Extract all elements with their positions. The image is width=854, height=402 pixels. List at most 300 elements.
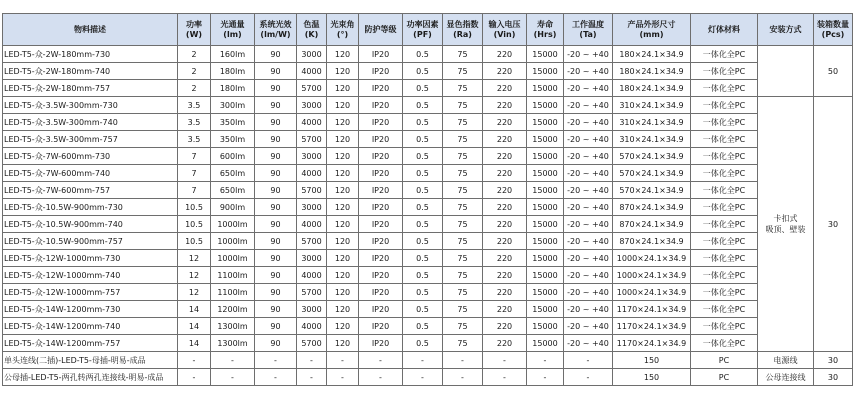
cell-flux: 1200lm bbox=[211, 301, 255, 318]
cell-temp: -20 ~ +40 bbox=[564, 131, 613, 148]
cell-ra: 75 bbox=[443, 216, 483, 233]
table-row bbox=[3, 80, 853, 97]
cell-material: 一体化全PC bbox=[691, 46, 758, 63]
cell-power: 10.5 bbox=[178, 233, 211, 250]
cell-size: 310×24.1×34.9 bbox=[613, 114, 691, 131]
cell-temp: -20 ~ +40 bbox=[564, 301, 613, 318]
cell-vin: 220 bbox=[483, 131, 527, 148]
cell-name: LED-T5-众-12W-1000mm-730 bbox=[3, 250, 178, 267]
cell-pf: 0.5 bbox=[403, 250, 443, 267]
cell-material: 一体化全PC bbox=[691, 301, 758, 318]
cell-angle: 120 bbox=[327, 63, 359, 80]
cell-vin: 220 bbox=[483, 63, 527, 80]
cell-size: 310×24.1×34.9 bbox=[613, 97, 691, 114]
cell-life: 15000 bbox=[527, 97, 564, 114]
cell-efficacy: 90 bbox=[255, 250, 297, 267]
cell-vin: 220 bbox=[483, 216, 527, 233]
cell-pf: 0.5 bbox=[403, 148, 443, 165]
header-temp: 工作温度 (Ta) bbox=[564, 14, 613, 46]
cell-efficacy: 90 bbox=[255, 301, 297, 318]
cell-name: LED-T5-众-3.5W-300mm-740 bbox=[3, 114, 178, 131]
cell-life: 15000 bbox=[527, 182, 564, 199]
cell-temp: -20 ~ +40 bbox=[564, 318, 613, 335]
cell-temp: -20 ~ +40 bbox=[564, 114, 613, 131]
cell-vin: 220 bbox=[483, 335, 527, 352]
header-angle: 光束角 (°) bbox=[327, 14, 359, 46]
cell-size: 570×24.1×34.9 bbox=[613, 148, 691, 165]
header-ra: 显色指数 (Ra) bbox=[443, 14, 483, 46]
cell-temp: -20 ~ +40 bbox=[564, 165, 613, 182]
header-life: 寿命 (Hrs) bbox=[527, 14, 564, 46]
cell-cct: 4000 bbox=[297, 63, 327, 80]
cell-ip: IP20 bbox=[359, 216, 403, 233]
header-efficacy: 系统光效 (lm/W) bbox=[255, 14, 297, 46]
cell-cct: 3000 bbox=[297, 301, 327, 318]
cell-material: 一体化全PC bbox=[691, 182, 758, 199]
cell-flux: 1000lm bbox=[211, 233, 255, 250]
cell-dash: - bbox=[359, 369, 403, 386]
cell-efficacy: 90 bbox=[255, 63, 297, 80]
cell-angle: 120 bbox=[327, 182, 359, 199]
cell-name: LED-T5-众-7W-600mm-730 bbox=[3, 148, 178, 165]
cell-name: 公母插-LED-T5-两孔转两孔连接线-明易-成品 bbox=[3, 369, 178, 386]
cell-size: 1170×24.1×34.9 bbox=[613, 335, 691, 352]
cell-ra: 75 bbox=[443, 63, 483, 80]
table-row bbox=[3, 216, 853, 233]
cell-life: 15000 bbox=[527, 301, 564, 318]
cell-install: 电源线 bbox=[758, 352, 814, 369]
cell-vin: 220 bbox=[483, 267, 527, 284]
cell-ip: IP20 bbox=[359, 165, 403, 182]
cell-dash: - bbox=[483, 352, 527, 369]
header-flux: 光通量 (lm) bbox=[211, 14, 255, 46]
cell-install-blank bbox=[758, 46, 814, 97]
cell-size: 150 bbox=[613, 352, 691, 369]
cell-pf: 0.5 bbox=[403, 131, 443, 148]
cell-ip: IP20 bbox=[359, 97, 403, 114]
cell-power: 3.5 bbox=[178, 97, 211, 114]
cell-cct: 3000 bbox=[297, 199, 327, 216]
cell-power: 10.5 bbox=[178, 199, 211, 216]
cell-angle: 120 bbox=[327, 97, 359, 114]
cell-material: PC bbox=[691, 369, 758, 386]
cell-angle: 120 bbox=[327, 148, 359, 165]
cell-life: 15000 bbox=[527, 318, 564, 335]
table-row bbox=[3, 165, 853, 182]
cell-cct: 5700 bbox=[297, 335, 327, 352]
cell-angle: 120 bbox=[327, 284, 359, 301]
cell-efficacy: 90 bbox=[255, 284, 297, 301]
table-row bbox=[3, 318, 853, 335]
cell-temp: -20 ~ +40 bbox=[564, 250, 613, 267]
cell-name: LED-T5-众-10.5W-900mm-757 bbox=[3, 233, 178, 250]
cell-ra: 75 bbox=[443, 148, 483, 165]
cell-cct: 5700 bbox=[297, 284, 327, 301]
cell-flux: 180lm bbox=[211, 63, 255, 80]
cell-size: 870×24.1×34.9 bbox=[613, 233, 691, 250]
cell-vin: 220 bbox=[483, 199, 527, 216]
cell-material: 一体化全PC bbox=[691, 63, 758, 80]
cell-pf: 0.5 bbox=[403, 165, 443, 182]
cell-dash: - bbox=[564, 369, 613, 386]
cell-life: 15000 bbox=[527, 250, 564, 267]
cell-flux: 1000lm bbox=[211, 216, 255, 233]
cell-pf: 0.5 bbox=[403, 46, 443, 63]
cell-life: 15000 bbox=[527, 80, 564, 97]
cell-power: 7 bbox=[178, 165, 211, 182]
header-cct: 色温 (K) bbox=[297, 14, 327, 46]
cell-pf: 0.5 bbox=[403, 267, 443, 284]
cell-power: 7 bbox=[178, 148, 211, 165]
cell-efficacy: 90 bbox=[255, 148, 297, 165]
cell-size: 310×24.1×34.9 bbox=[613, 131, 691, 148]
cell-dash: - bbox=[403, 369, 443, 386]
accessory-row bbox=[3, 369, 853, 386]
cell-vin: 220 bbox=[483, 148, 527, 165]
spec-table-container bbox=[2, 13, 853, 386]
cell-life: 15000 bbox=[527, 199, 564, 216]
cell-dash: - bbox=[327, 352, 359, 369]
cell-ra: 75 bbox=[443, 335, 483, 352]
header-material: 灯体材料 bbox=[691, 14, 758, 46]
cell-vin: 220 bbox=[483, 182, 527, 199]
cell-ip: IP20 bbox=[359, 182, 403, 199]
cell-efficacy: 90 bbox=[255, 182, 297, 199]
cell-angle: 120 bbox=[327, 165, 359, 182]
cell-power: 2 bbox=[178, 80, 211, 97]
table-row bbox=[3, 335, 853, 352]
cell-pf: 0.5 bbox=[403, 335, 443, 352]
cell-pf: 0.5 bbox=[403, 233, 443, 250]
cell-flux: 1000lm bbox=[211, 250, 255, 267]
cell-vin: 220 bbox=[483, 165, 527, 182]
cell-temp: -20 ~ +40 bbox=[564, 182, 613, 199]
cell-cct: 4000 bbox=[297, 165, 327, 182]
cell-dash: - bbox=[527, 352, 564, 369]
cell-pf: 0.5 bbox=[403, 114, 443, 131]
cell-ra: 75 bbox=[443, 46, 483, 63]
header-size: 产品外形尺寸 (mm) bbox=[613, 14, 691, 46]
cell-size: 870×24.1×34.9 bbox=[613, 199, 691, 216]
table-row bbox=[3, 284, 853, 301]
cell-name: LED-T5-众-12W-1000mm-757 bbox=[3, 284, 178, 301]
cell-name: LED-T5-众-7W-600mm-740 bbox=[3, 165, 178, 182]
cell-temp: -20 ~ +40 bbox=[564, 199, 613, 216]
cell-temp: -20 ~ +40 bbox=[564, 63, 613, 80]
cell-angle: 120 bbox=[327, 250, 359, 267]
cell-cct: 5700 bbox=[297, 80, 327, 97]
cell-size: 180×24.1×34.9 bbox=[613, 80, 691, 97]
cell-material: 一体化全PC bbox=[691, 250, 758, 267]
cell-material: 一体化全PC bbox=[691, 114, 758, 131]
cell-pf: 0.5 bbox=[403, 216, 443, 233]
cell-material: 一体化全PC bbox=[691, 80, 758, 97]
cell-ip: IP20 bbox=[359, 233, 403, 250]
cell-size: 1000×24.1×34.9 bbox=[613, 250, 691, 267]
cell-power: 7 bbox=[178, 182, 211, 199]
cell-dash: - bbox=[527, 369, 564, 386]
cell-efficacy: 90 bbox=[255, 114, 297, 131]
cell-vin: 220 bbox=[483, 80, 527, 97]
cell-ip: IP20 bbox=[359, 46, 403, 63]
cell-ip: IP20 bbox=[359, 335, 403, 352]
cell-temp: -20 ~ +40 bbox=[564, 46, 613, 63]
cell-dash: - bbox=[443, 352, 483, 369]
cell-angle: 120 bbox=[327, 199, 359, 216]
cell-efficacy: 90 bbox=[255, 80, 297, 97]
cell-dash: - bbox=[255, 352, 297, 369]
cell-flux: 650lm bbox=[211, 165, 255, 182]
header-row bbox=[3, 14, 853, 46]
cell-install-main: 卡扣式 吸顶、壁装 bbox=[758, 97, 814, 352]
cell-life: 15000 bbox=[527, 267, 564, 284]
cell-life: 15000 bbox=[527, 233, 564, 250]
cell-power: 14 bbox=[178, 335, 211, 352]
cell-ra: 75 bbox=[443, 267, 483, 284]
cell-temp: -20 ~ +40 bbox=[564, 335, 613, 352]
cell-ip: IP20 bbox=[359, 318, 403, 335]
table-row bbox=[3, 114, 853, 131]
cell-dash: - bbox=[359, 352, 403, 369]
table-row bbox=[3, 301, 853, 318]
cell-power: 12 bbox=[178, 267, 211, 284]
cell-angle: 120 bbox=[327, 114, 359, 131]
cell-angle: 120 bbox=[327, 216, 359, 233]
cell-pack: 30 bbox=[814, 352, 853, 369]
cell-ra: 75 bbox=[443, 182, 483, 199]
cell-material: 一体化全PC bbox=[691, 233, 758, 250]
cell-ip: IP20 bbox=[359, 250, 403, 267]
cell-efficacy: 90 bbox=[255, 165, 297, 182]
header-ip: 防护等级 bbox=[359, 14, 403, 46]
cell-material: 一体化全PC bbox=[691, 267, 758, 284]
cell-vin: 220 bbox=[483, 284, 527, 301]
header-power: 功率 (W) bbox=[178, 14, 211, 46]
cell-flux: 160lm bbox=[211, 46, 255, 63]
cell-ip: IP20 bbox=[359, 301, 403, 318]
cell-name: LED-T5-众-12W-1000mm-740 bbox=[3, 267, 178, 284]
cell-angle: 120 bbox=[327, 335, 359, 352]
table-row bbox=[3, 199, 853, 216]
cell-name: LED-T5-众-10.5W-900mm-730 bbox=[3, 199, 178, 216]
cell-flux: 180lm bbox=[211, 80, 255, 97]
cell-ra: 75 bbox=[443, 250, 483, 267]
cell-flux: 600lm bbox=[211, 148, 255, 165]
cell-flux: 1300lm bbox=[211, 335, 255, 352]
cell-ip: IP20 bbox=[359, 114, 403, 131]
cell-cct: 4000 bbox=[297, 318, 327, 335]
cell-cct: 4000 bbox=[297, 216, 327, 233]
cell-dash: - bbox=[297, 369, 327, 386]
cell-ra: 75 bbox=[443, 199, 483, 216]
cell-vin: 220 bbox=[483, 301, 527, 318]
cell-size: 1000×24.1×34.9 bbox=[613, 267, 691, 284]
cell-dash: - bbox=[443, 369, 483, 386]
cell-material: 一体化全PC bbox=[691, 97, 758, 114]
cell-temp: -20 ~ +40 bbox=[564, 80, 613, 97]
cell-ra: 75 bbox=[443, 318, 483, 335]
cell-size: 570×24.1×34.9 bbox=[613, 165, 691, 182]
cell-cct: 5700 bbox=[297, 131, 327, 148]
cell-material: 一体化全PC bbox=[691, 131, 758, 148]
cell-life: 15000 bbox=[527, 284, 564, 301]
cell-ra: 75 bbox=[443, 233, 483, 250]
cell-dash: - bbox=[211, 352, 255, 369]
table-row bbox=[3, 97, 853, 114]
cell-angle: 120 bbox=[327, 301, 359, 318]
cell-angle: 120 bbox=[327, 267, 359, 284]
cell-pack-main: 30 bbox=[814, 97, 853, 352]
cell-cct: 4000 bbox=[297, 267, 327, 284]
table-row bbox=[3, 267, 853, 284]
cell-life: 15000 bbox=[527, 165, 564, 182]
cell-efficacy: 90 bbox=[255, 233, 297, 250]
cell-flux: 650lm bbox=[211, 182, 255, 199]
cell-ip: IP20 bbox=[359, 284, 403, 301]
cell-flux: 1100lm bbox=[211, 284, 255, 301]
cell-temp: -20 ~ +40 bbox=[564, 216, 613, 233]
cell-power: 3.5 bbox=[178, 114, 211, 131]
cell-material: 一体化全PC bbox=[691, 165, 758, 182]
cell-ra: 75 bbox=[443, 284, 483, 301]
cell-material: PC bbox=[691, 352, 758, 369]
cell-power: 12 bbox=[178, 250, 211, 267]
cell-pf: 0.5 bbox=[403, 97, 443, 114]
product-spec-table bbox=[2, 13, 853, 386]
cell-name: 单头连线(二插)-LED-T5-母插-明易-成品 bbox=[3, 352, 178, 369]
cell-name: LED-T5-众-14W-1200mm-740 bbox=[3, 318, 178, 335]
cell-size: 180×24.1×34.9 bbox=[613, 63, 691, 80]
table-row bbox=[3, 63, 853, 80]
table-row bbox=[3, 182, 853, 199]
cell-vin: 220 bbox=[483, 114, 527, 131]
header-install: 安装方式 bbox=[758, 14, 814, 46]
cell-efficacy: 90 bbox=[255, 97, 297, 114]
cell-efficacy: 90 bbox=[255, 318, 297, 335]
cell-vin: 220 bbox=[483, 250, 527, 267]
cell-efficacy: 90 bbox=[255, 216, 297, 233]
cell-cct: 4000 bbox=[297, 114, 327, 131]
cell-name: LED-T5-众-3.5W-300mm-757 bbox=[3, 131, 178, 148]
cell-power: 3.5 bbox=[178, 131, 211, 148]
cell-dash: - bbox=[327, 369, 359, 386]
cell-cct: 5700 bbox=[297, 233, 327, 250]
cell-life: 15000 bbox=[527, 46, 564, 63]
cell-dash: - bbox=[178, 369, 211, 386]
cell-ip: IP20 bbox=[359, 267, 403, 284]
cell-vin: 220 bbox=[483, 318, 527, 335]
table-row bbox=[3, 131, 853, 148]
cell-angle: 120 bbox=[327, 131, 359, 148]
cell-name: LED-T5-众-3.5W-300mm-730 bbox=[3, 97, 178, 114]
cell-material: 一体化全PC bbox=[691, 284, 758, 301]
cell-temp: -20 ~ +40 bbox=[564, 267, 613, 284]
table-row bbox=[3, 46, 853, 63]
cell-size: 1170×24.1×34.9 bbox=[613, 318, 691, 335]
cell-life: 15000 bbox=[527, 335, 564, 352]
cell-cct: 3000 bbox=[297, 250, 327, 267]
header-vin: 输入电压 (Vin) bbox=[483, 14, 527, 46]
cell-temp: -20 ~ +40 bbox=[564, 148, 613, 165]
cell-efficacy: 90 bbox=[255, 267, 297, 284]
cell-size: 180×24.1×34.9 bbox=[613, 46, 691, 63]
cell-flux: 1100lm bbox=[211, 267, 255, 284]
cell-ra: 75 bbox=[443, 114, 483, 131]
cell-pf: 0.5 bbox=[403, 80, 443, 97]
cell-pf: 0.5 bbox=[403, 63, 443, 80]
cell-pf: 0.5 bbox=[403, 318, 443, 335]
cell-life: 15000 bbox=[527, 131, 564, 148]
cell-flux: 1300lm bbox=[211, 318, 255, 335]
cell-temp: -20 ~ +40 bbox=[564, 233, 613, 250]
cell-vin: 220 bbox=[483, 233, 527, 250]
cell-pf: 0.5 bbox=[403, 301, 443, 318]
cell-ra: 75 bbox=[443, 301, 483, 318]
cell-pf: 0.5 bbox=[403, 284, 443, 301]
cell-name: LED-T5-众-7W-600mm-757 bbox=[3, 182, 178, 199]
cell-ip: IP20 bbox=[359, 131, 403, 148]
cell-ip: IP20 bbox=[359, 80, 403, 97]
cell-life: 15000 bbox=[527, 148, 564, 165]
cell-name: LED-T5-众-10.5W-900mm-740 bbox=[3, 216, 178, 233]
cell-ra: 75 bbox=[443, 165, 483, 182]
cell-dash: - bbox=[255, 369, 297, 386]
cell-power: 10.5 bbox=[178, 216, 211, 233]
cell-life: 15000 bbox=[527, 114, 564, 131]
header-pf: 功率因素 (PF) bbox=[403, 14, 443, 46]
cell-flux: 350lm bbox=[211, 131, 255, 148]
cell-dash: - bbox=[297, 352, 327, 369]
cell-size: 570×24.1×34.9 bbox=[613, 182, 691, 199]
cell-cct: 5700 bbox=[297, 182, 327, 199]
cell-ra: 75 bbox=[443, 80, 483, 97]
cell-size: 150 bbox=[613, 369, 691, 386]
cell-angle: 120 bbox=[327, 233, 359, 250]
cell-efficacy: 90 bbox=[255, 199, 297, 216]
cell-dash: - bbox=[211, 369, 255, 386]
cell-size: 870×24.1×34.9 bbox=[613, 216, 691, 233]
cell-angle: 120 bbox=[327, 80, 359, 97]
cell-name: LED-T5-众-14W-1200mm-730 bbox=[3, 301, 178, 318]
cell-cct: 3000 bbox=[297, 97, 327, 114]
cell-size: 1170×24.1×34.9 bbox=[613, 301, 691, 318]
cell-material: 一体化全PC bbox=[691, 318, 758, 335]
cell-dash: - bbox=[403, 352, 443, 369]
cell-power: 12 bbox=[178, 284, 211, 301]
cell-name: LED-T5-众-2W-180mm-740 bbox=[3, 63, 178, 80]
cell-pack: 30 bbox=[814, 369, 853, 386]
header-pack: 装箱数量 (Pcs) bbox=[814, 14, 853, 46]
cell-power: 2 bbox=[178, 63, 211, 80]
cell-flux: 900lm bbox=[211, 199, 255, 216]
cell-vin: 220 bbox=[483, 97, 527, 114]
cell-name: LED-T5-众-14W-1200mm-757 bbox=[3, 335, 178, 352]
cell-cct: 3000 bbox=[297, 148, 327, 165]
cell-dash: - bbox=[178, 352, 211, 369]
cell-dash: - bbox=[483, 369, 527, 386]
cell-flux: 300lm bbox=[211, 97, 255, 114]
cell-temp: -20 ~ +40 bbox=[564, 97, 613, 114]
cell-efficacy: 90 bbox=[255, 335, 297, 352]
table-row bbox=[3, 148, 853, 165]
cell-efficacy: 90 bbox=[255, 131, 297, 148]
cell-install: 公母连接线 bbox=[758, 369, 814, 386]
cell-ip: IP20 bbox=[359, 148, 403, 165]
cell-cct: 3000 bbox=[297, 46, 327, 63]
cell-dash: - bbox=[564, 352, 613, 369]
cell-temp: -20 ~ +40 bbox=[564, 284, 613, 301]
cell-ip: IP20 bbox=[359, 199, 403, 216]
